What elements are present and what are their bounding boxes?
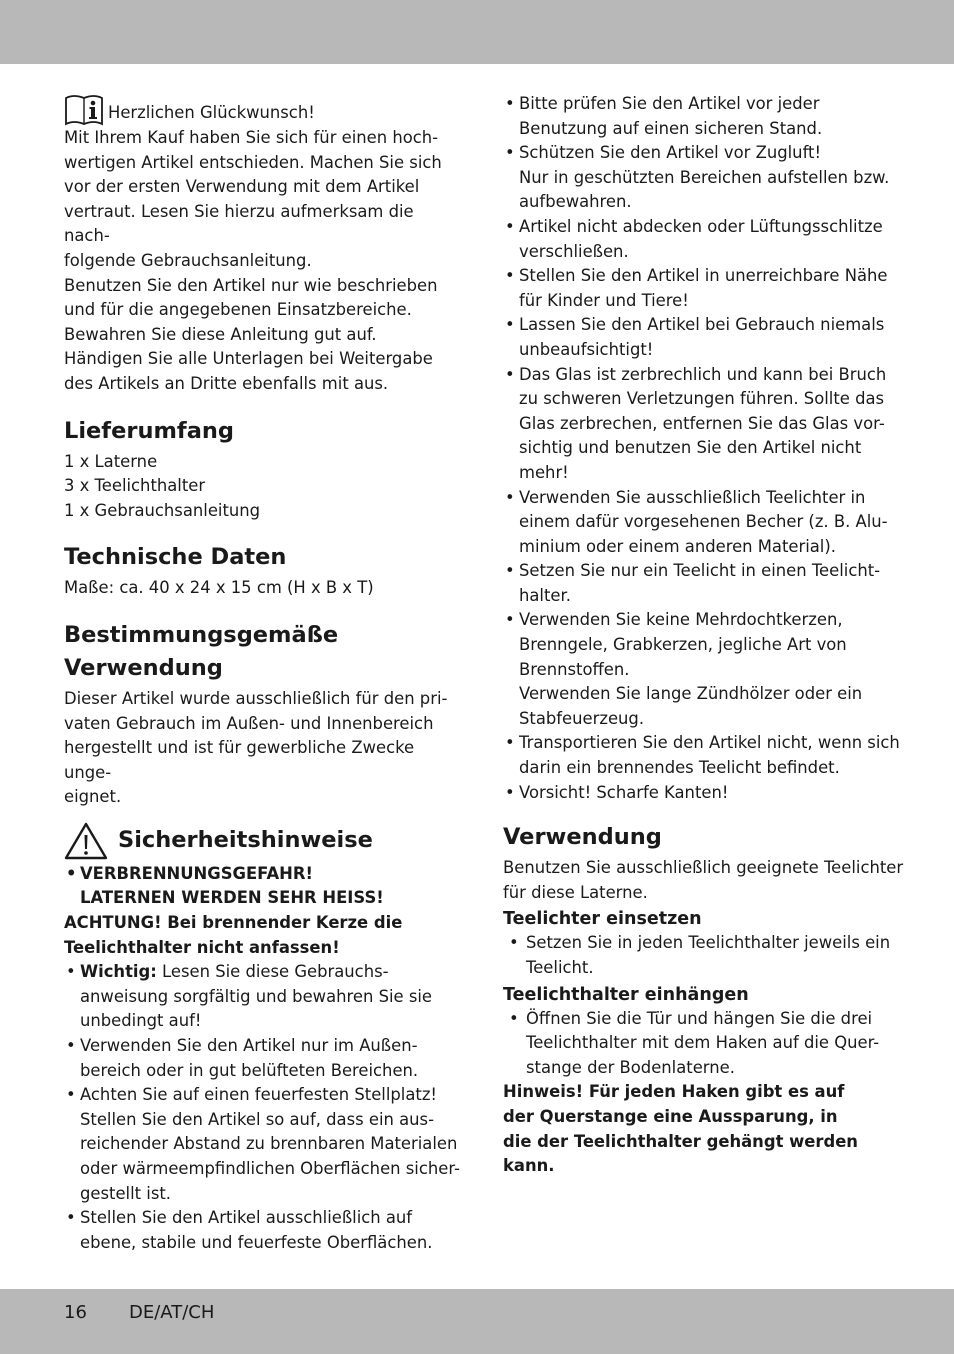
bullet-icon: • [505, 266, 515, 286]
list-item-line: Setzen Sie nur ein Teelicht in einen Teelicht- [519, 561, 881, 581]
intro-line: vor der ersten Verwendung mit dem Artikel [64, 177, 420, 197]
intro-line: wertigen Artikel entschieden. Machen Sie sich [64, 152, 442, 172]
hinweis-line: kann. [503, 1156, 555, 1176]
list-item-line: reichender Abstand zu brennbaren Materialen [80, 1134, 458, 1154]
list-item-line: Artikel nicht abdecken oder Lüftungsschlitze [519, 216, 883, 236]
list-item-line: Verwenden Sie den Artikel nur im Außen- [80, 1036, 418, 1056]
lieferumfang-list [64, 450, 456, 524]
wichtig-line: unbedingt auf! [80, 1011, 202, 1031]
intro-line: Mit Ihrem Kauf haben Sie sich für einen hoch- [64, 128, 439, 147]
list-item-line: mehr! [519, 462, 569, 482]
intro-text [64, 126, 456, 397]
achtung-line: ACHTUNG! Bei brennender Kerze die [64, 913, 403, 933]
list-item [503, 363, 895, 486]
page-number: 16 [64, 1302, 87, 1323]
list-item [64, 960, 456, 1034]
list-item-line: halter. [519, 585, 571, 605]
teelichthalter-einhaengen-heading: Teelichthalter einhängen [503, 984, 749, 1005]
safety-list-right [503, 92, 900, 805]
bestimmung-line: vaten Gebrauch im Außen- und Innenbereich [64, 713, 434, 733]
right-column [503, 92, 904, 1179]
intro-greeting-line [64, 92, 456, 126]
hinweis-line: Hinweis! Für jeden Haken gibt es auf [503, 1082, 845, 1102]
header-band [0, 0, 954, 64]
list-item-line: gestellt ist. [80, 1183, 172, 1203]
list-item-line: Teelichthalter mit dem Haken auf die Quer- [526, 1033, 880, 1053]
list-item [503, 141, 895, 215]
intro-line: Bewahren Sie diese Anleitung gut auf. [64, 324, 377, 344]
bestimmung-heading-line: Verwendung [64, 654, 223, 681]
list-item-line: stange der Bodenlaterne. [526, 1057, 735, 1077]
bullet-icon: • [505, 94, 515, 113]
list-item-line: Teelicht. [526, 958, 594, 977]
list-item [503, 559, 895, 608]
achtung-line: Teelichthalter nicht anfassen! [64, 937, 340, 957]
list-item-line: Nur in geschützten Bereichen aufstellen bzw. [519, 167, 890, 187]
verwendung-intro-line: Benutzen Sie ausschließlich geeignete Teelichter [503, 858, 904, 878]
list-item-line: sichtig und benutzen Sie den Artikel nicht [519, 438, 862, 458]
list-item: 1 x Gebrauchsanleitung [64, 500, 261, 520]
hinweis-note [503, 1080, 895, 1178]
list-item [503, 781, 895, 806]
bullet-icon: • [505, 364, 515, 384]
list-item-line: Brennstoffen. [519, 659, 630, 679]
list-item-line: einem dafür vorgesehenen Becher (z. B. Alu- [519, 512, 888, 532]
bullet-icon: • [505, 561, 515, 581]
bullet-icon: • [505, 782, 515, 802]
list-item [503, 1007, 895, 1081]
list-item [64, 1206, 456, 1255]
bullet-icon: • [505, 610, 515, 630]
bestimmung-line: hergestellt und ist für gewerbliche Zwecke unge- [64, 738, 415, 782]
list-item-line: Verwenden Sie keine Mehrdochtkerzen, [519, 610, 843, 630]
list-item [503, 608, 895, 731]
safety-list-left-items [64, 960, 460, 1255]
bullet-icon: • [509, 1008, 519, 1028]
list-item [64, 1034, 456, 1083]
greeting-text: Herzlichen Glückwunsch! [108, 103, 315, 123]
list-item [503, 486, 895, 560]
list-item-line: Glas zerbrechen, entfernen Sie das Glas vor- [519, 413, 885, 433]
bullet-icon: • [509, 933, 519, 953]
list-item [503, 215, 895, 264]
achtung-warning [64, 911, 456, 960]
list-item-line: darin ein brennendes Teelicht befindet. [519, 758, 840, 778]
list-item-line: Öffnen Sie die Tür und hängen Sie die drei [526, 1008, 873, 1028]
teelichter-einsetzen-list [503, 931, 895, 980]
sicherheit-heading-row [64, 822, 456, 860]
verwendung-heading: Verwendung [503, 824, 662, 851]
technische-daten-heading: Technische Daten [64, 544, 287, 571]
list-item [503, 264, 895, 313]
list-item-line: Benutzung auf einen sicheren Stand. [519, 118, 823, 138]
list-item-line: zu schweren Verletzungen führen. Sollte das [519, 389, 885, 409]
list-item-line: Verwenden Sie lange Zündhölzer oder ein [519, 684, 863, 704]
list-item-line: Brenngele, Grabkerzen, jegliche Art von [519, 635, 847, 655]
list-item-line: für Kinder und Tiere! [519, 290, 689, 310]
danger-warning [64, 862, 456, 911]
warning-triangle-icon [64, 822, 108, 860]
intro-line: des Artikels an Dritte ebenfalls mit aus. [64, 373, 389, 393]
bullet-icon: • [505, 143, 515, 163]
list-item-line: Stellen Sie den Artikel ausschließlich auf [80, 1208, 413, 1228]
wichtig-line: anweisung sorgfältig und bewahren Sie sie [80, 986, 432, 1006]
intro-line: und für die angegebenen Einsatzbereiche. [64, 300, 412, 320]
list-item-line: unbeaufsichtigt! [519, 339, 654, 359]
technische-daten-text: Maße: ca. 40 x 24 x 15 cm (H x B x T) [64, 578, 374, 598]
lieferumfang-heading: Lieferumfang [64, 417, 235, 444]
list-item [503, 92, 895, 141]
list-item [64, 1083, 460, 1206]
danger-line: VERBRENNUNGSGEFAHR! [80, 863, 313, 883]
list-item-line: Vorsicht! Scharfe Kanten! [519, 782, 729, 802]
intro-line: Benutzen Sie den Artikel nur wie beschrieben [64, 275, 438, 295]
list-item-line: Setzen Sie in jeden Teelichthalter jeweils ein [526, 933, 891, 953]
bullet-icon: • [66, 1036, 76, 1056]
verwendung-intro-line: für diese Laterne. [503, 882, 648, 902]
list-item-line: Stellen Sie den Artikel in unerreichbare Nähe [519, 266, 888, 286]
bestimmung-text [64, 687, 456, 810]
intro-line: vertraut. Lesen Sie hierzu aufmerksam die nach- [64, 201, 414, 246]
teelichter-einsetzen-heading: Teelichter einsetzen [503, 909, 702, 930]
list-item-line: Transportieren Sie den Artikel nicht, wenn sich [519, 733, 900, 753]
list-item-line: minium oder einem anderen Material). [519, 536, 836, 556]
list-item [503, 931, 895, 980]
intro-line: folgende Gebrauchsanleitung. [64, 250, 312, 270]
bullet-icon: • [505, 315, 515, 335]
verwendung-intro [503, 856, 904, 905]
bullet-icon: • [505, 487, 515, 507]
bullet-icon: • [66, 863, 77, 883]
bullet-icon: • [66, 1085, 76, 1105]
manual-info-icon [64, 92, 104, 126]
list-item-line: Bitte prüfen Sie den Artikel vor jeder [519, 94, 820, 113]
wichtig-label: Wichtig: [80, 962, 157, 982]
left-column [64, 92, 460, 1255]
bullet-icon: • [505, 733, 515, 753]
list-item-line: Schützen Sie den Artikel vor Zugluft! [519, 143, 822, 163]
list-item-line: Lassen Sie den Artikel bei Gebrauch niemals [519, 315, 885, 335]
list-item-line: verschließen. [519, 241, 629, 261]
bestimmung-heading-line: Bestimmungsgemäße [64, 621, 339, 648]
bestimmung-heading [64, 619, 456, 685]
intro-line: Händigen Sie alle Unterlagen bei Weitergabe [64, 349, 433, 369]
list-item-line: aufbewahren. [519, 192, 632, 212]
wichtig-text: Lesen Sie diese Gebrauchs- [156, 962, 389, 982]
hinweis-line: der Querstange eine Aussparung, in [503, 1106, 838, 1126]
list-item-line: ebene, stabile und feuerfeste Oberflächen. [80, 1232, 433, 1252]
list-item-line: oder wärmeempfindlichen Oberflächen sicher- [80, 1159, 460, 1178]
list-item-line: Verwenden Sie ausschließlich Teelichter in [519, 487, 866, 507]
list-item [503, 731, 900, 780]
list-item [503, 313, 895, 362]
bestimmung-line: Dieser Artikel wurde ausschließlich für den pri- [64, 688, 448, 708]
list-item-line: Das Glas ist zerbrechlich und kann bei Bruch [519, 364, 887, 384]
hinweis-line: die der Teelichthalter gehängt werden [503, 1131, 858, 1151]
list-item-line: Stabfeuerzeug. [519, 708, 645, 728]
bullet-icon: • [505, 216, 515, 236]
danger-line: LATERNEN WERDEN SEHR HEISS! [80, 888, 384, 908]
list-item: 3 x Teelichthalter [64, 476, 206, 496]
list-item: 1 x Laterne [64, 451, 158, 471]
sicherheit-heading: Sicherheitshinweise [118, 827, 373, 854]
list-item-line: Achten Sie auf einen feuerfesten Stellplatz! [80, 1085, 438, 1105]
list-item-line: Stellen Sie den Artikel so auf, dass ein aus- [80, 1109, 434, 1129]
bullet-icon: • [66, 962, 76, 982]
footer-region: DE/AT/CH [129, 1302, 215, 1323]
bestimmung-line: eignet. [64, 787, 122, 807]
list-item-line: bereich oder in gut belüfteten Bereichen. [80, 1060, 419, 1080]
teelichthalter-einhaengen-list [503, 1007, 895, 1081]
bullet-icon: • [66, 1208, 76, 1228]
safety-list-left [64, 862, 456, 911]
